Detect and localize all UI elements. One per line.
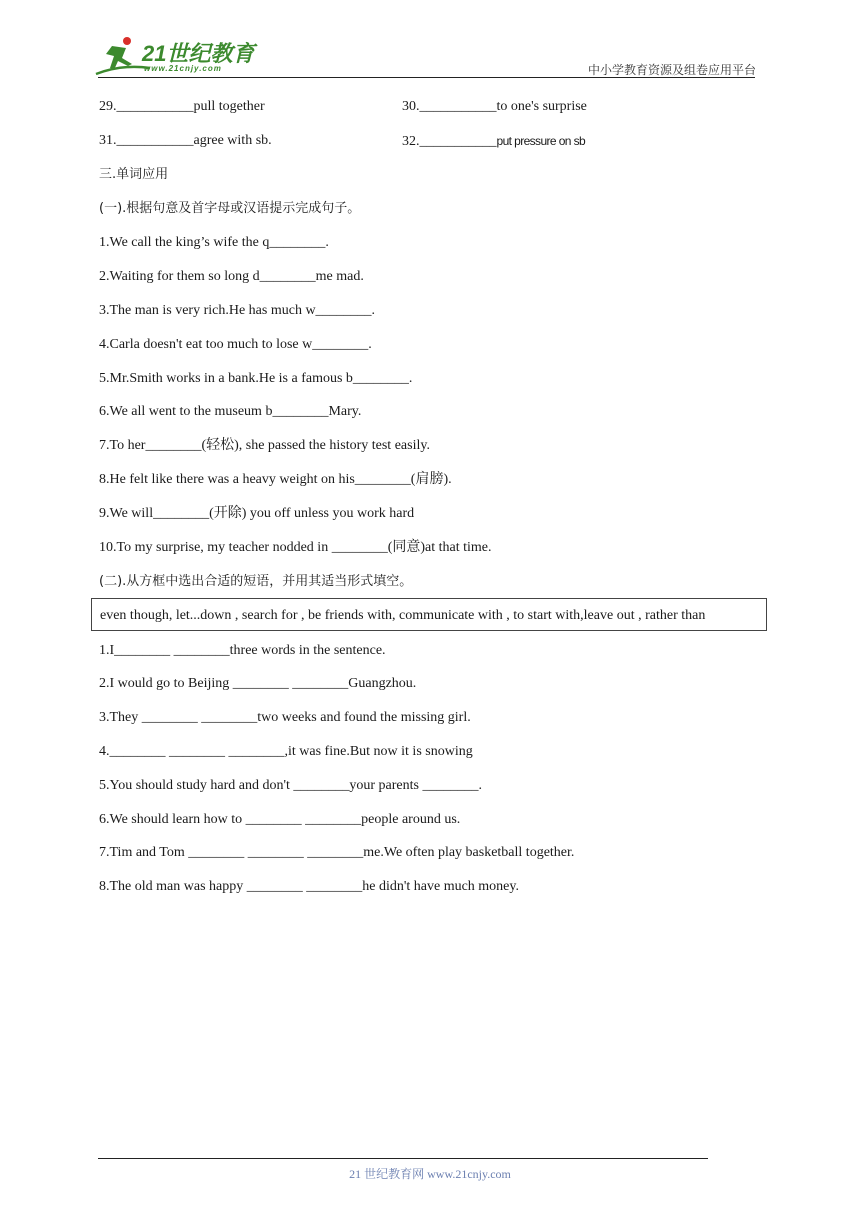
exercise-item: 5.You should study hard and don't ________your parents ________.	[99, 778, 482, 793]
logo-url: www.21cnjy.com	[144, 64, 222, 73]
exercise-item: 8.The old man was happy ________ ________he didn't have much money.	[99, 879, 519, 894]
part2-instruction: (二).从方框中选出合适的短语，并用其适当形式填空。	[99, 574, 413, 589]
phrase-item-29: 29.___________pull together	[99, 99, 265, 114]
exercise-item: 3.They ________ ________two weeks and found the missing girl.	[99, 710, 471, 725]
header-divider	[98, 77, 755, 78]
exercise-item: 4.________ ________ ________,it was fine.But now it is snowing	[99, 744, 473, 759]
exercise-item: 9.We will________(开除) you off unless you work hard	[99, 506, 415, 521]
word-box-text: even though, let...down , search for , be friends with, communicate with , to start with,leave out , rather than	[100, 608, 706, 623]
word-box	[91, 598, 767, 631]
exercise-item: 10.To my surprise, my teacher nodded in ________(同意)at that time.	[99, 540, 492, 555]
exercise-item: 6.We all went to the museum b________Mary.	[99, 404, 362, 419]
exercise-item: 6.We should learn how to ________ ________people around us.	[99, 812, 461, 827]
footer-text: 21 世纪教育网 www.21cnjy.com	[349, 1167, 511, 1181]
logo	[92, 34, 262, 78]
exercise-item: 7.To her________(轻松), she passed the history test easily.	[99, 438, 430, 453]
exercise-item: 1.I________ ________three words in the sentence.	[99, 643, 386, 658]
logo-text: 21世纪教育	[142, 41, 255, 66]
exercise-item: 3.The man is very rich.He has much w________.	[99, 303, 376, 318]
part1-instruction: (一).根据句意及首字母或汉语提示完成句子。	[99, 201, 361, 216]
footer-divider	[98, 1158, 708, 1159]
exercise-item: 5.Mr.Smith works in a bank.He is a famous b________.	[99, 371, 413, 386]
phrase-item-30: 30.___________to one's surprise	[402, 99, 587, 114]
platform-title: 中小学教育资源及组卷应用平台	[587, 63, 756, 77]
exercise-item: 2.I would go to Beijing ________ ________Guangzhou.	[99, 676, 417, 691]
phrase-item-31: 31.___________agree with sb.	[99, 133, 272, 148]
exercise-item: 4.Carla doesn't eat too much to lose w________.	[99, 337, 372, 352]
section-title: 三.单词应用	[99, 167, 169, 182]
phrase-item-32: 32.___________put pressure on sb	[402, 134, 586, 149]
page-header	[0, 0, 860, 80]
exercise-item: 2.Waiting for them so long d________me mad.	[99, 269, 364, 284]
exercise-item: 1.We call the king’s wife the q________.	[99, 235, 329, 250]
exercise-item: 8.He felt like there was a heavy weight on his________(肩膀).	[99, 472, 452, 487]
exercise-item: 7.Tim and Tom ________ ________ ________me.We often play basketball together.	[99, 845, 575, 860]
